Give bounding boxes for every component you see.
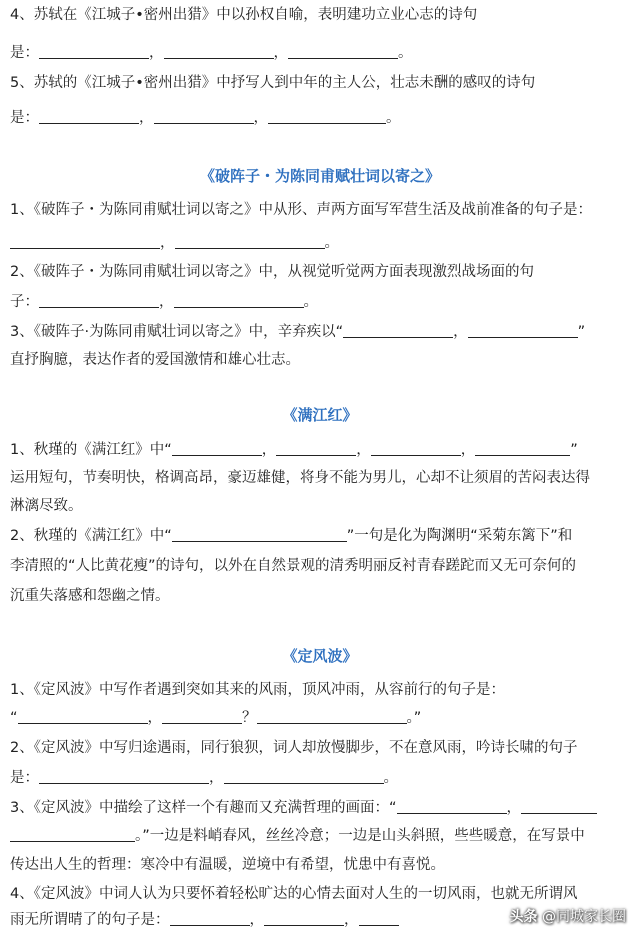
- answer-blank[interactable]: [172, 441, 262, 456]
- answer-line: 是： ， 。: [10, 770, 398, 786]
- answer-blank[interactable]: [521, 799, 597, 814]
- question-text: 1、《定风波》中写作者遇到突如其来的风雨，顶风冲雨，从容前行的句子是：: [10, 682, 505, 698]
- answer-blank[interactable]: [468, 323, 578, 338]
- answer-blank[interactable]: [276, 441, 356, 456]
- answer-blank[interactable]: [172, 527, 347, 542]
- section-title-manjianghong: 《满江红》: [282, 406, 358, 424]
- question-manjianghong-2: 2、秋瑾的《满江红》中“ ”一句是化为陶渊明“采菊东篱下”和: [10, 528, 573, 544]
- answer-blank[interactable]: [343, 323, 453, 338]
- question-text: 1、《破阵子・为陈同甫赋壮词以寄之》中从形、声两方面写军营生活及战前准备的句子是：: [10, 202, 592, 218]
- answer-blank[interactable]: [39, 109, 139, 124]
- question-text: 1、秋瑾的《满江红》中“: [10, 442, 172, 458]
- answer-blank[interactable]: [154, 109, 254, 124]
- section-title-pozhenzi: 《破阵子・为陈同甫赋壮词以寄之》: [199, 167, 440, 185]
- answer-blank[interactable]: [39, 293, 159, 308]
- answer-line: “ ， ？ 。”: [10, 710, 422, 726]
- question-jiangchengzi-5: [0, 73, 640, 93]
- answer-blank[interactable]: [359, 911, 399, 926]
- answer-blank[interactable]: [257, 709, 407, 724]
- watermark-prefix: 头条: [509, 909, 538, 925]
- answer-blank[interactable]: [288, 44, 398, 59]
- question-continuation: 直抒胸臆，表达作者的爱国激情和雄心壮志。: [10, 352, 300, 368]
- question-continuation: 沉重失落感和怨幽之情。: [10, 588, 170, 604]
- answer-blank[interactable]: [10, 827, 135, 842]
- answer-line: 雨无所谓晴了的句子是： ， ，: [0, 910, 640, 930]
- answer-blank[interactable]: [268, 109, 386, 124]
- answer-blank[interactable]: [175, 234, 325, 249]
- answer-blank[interactable]: [397, 799, 507, 814]
- watermark-handle: @同城家长圈: [542, 909, 626, 925]
- answer-blank[interactable]: [162, 709, 242, 724]
- answer-line: 子： ， 。: [10, 294, 318, 310]
- question-continuation: 淋漓尽致。: [10, 498, 83, 514]
- answer-blank[interactable]: [371, 441, 461, 456]
- question-text: 5、苏轼的《江城子•密州出猎》中抒写人到中年的主人公，壮志未酬的感叹的诗句: [10, 75, 536, 91]
- question-continuation: 。”一边是料峭春风，丝丝冷意；一边是山头斜照，些些暖意，在写景中: [0, 826, 640, 846]
- question-text: 4、苏轼在《江城子•密州出猎》中以孙权自喻，表明建功立业心志的诗句: [10, 7, 478, 23]
- question-text: 3、《定风波》中描绘了这样一个有趣而又充满哲理的画面：“: [10, 800, 397, 816]
- answer-blank[interactable]: [170, 911, 250, 926]
- question-dingfengbo-2: [0, 738, 640, 758]
- answer-blank[interactable]: [18, 709, 148, 724]
- answer-blank[interactable]: [475, 441, 570, 456]
- question-pozhenzi-3: 3、《破阵子·为陈同甫赋壮词以寄之》中，辛弃疾以“ ， ”: [10, 324, 586, 340]
- question-continuation: 李清照的“人比黄花瘦”的诗句，以外在自然景观的清秀明丽反衬青春蹉跎而又无可奈何的: [10, 558, 577, 574]
- answer-blank[interactable]: [39, 769, 209, 784]
- question-pozhenzi-2: [0, 262, 640, 282]
- answer-blank[interactable]: [174, 293, 304, 308]
- answer-blank[interactable]: [10, 234, 160, 249]
- section-title-dingfengbo: 《定风波》: [282, 647, 358, 665]
- question-continuation: 运用短句，节奏明快，格调高昂，豪迈雄健，将身不能为男儿，心却不让须眉的苦闷表达得: [10, 470, 590, 486]
- question-pozhenzi-1: [0, 200, 640, 220]
- answer-line: 是： ， ， 。: [10, 110, 401, 126]
- question-jiangchengzi-4: [0, 5, 640, 25]
- question-text: 2、《定风波》中写归途遇雨，同行狼狈，词人却放慢脚步，不在意风雨，吟诗长啸的句子: [10, 740, 578, 756]
- question-manjianghong-1: 1、秋瑾的《满江红》中“ ， ， ， ”: [10, 442, 578, 458]
- answer-line: ， 。: [0, 233, 640, 253]
- question-text: 2、《破阵子・为陈同甫赋壮词以寄之》中，从视觉听觉两方面表现激烈战场面的句: [10, 264, 534, 280]
- question-text: 2、秋瑾的《满江红》中“: [10, 528, 172, 544]
- answer-blank[interactable]: [39, 44, 149, 59]
- answer-blank[interactable]: [224, 769, 384, 784]
- question-dingfengbo-4: [0, 884, 640, 904]
- question-dingfengbo-3: 3、《定风波》中描绘了这样一个有趣而又充满哲理的画面：“ ，: [0, 798, 640, 818]
- question-continuation: 传达出人生的哲理：寒冷中有温暖，逆境中有希望，忧患中有喜悦。: [10, 857, 445, 873]
- answer-blank[interactable]: [264, 911, 344, 926]
- question-text: 3、《破阵子·为陈同甫赋壮词以寄之》中，辛弃疾以“: [10, 324, 344, 340]
- question-text: 4、《定风波》中词人认为只要怀着轻松旷达的心情去面对人生的一切风雨，也就无所谓风: [10, 886, 578, 902]
- answer-line: 是： ， ， 。: [10, 45, 413, 61]
- question-dingfengbo-1: [0, 680, 640, 700]
- watermark: [510, 906, 626, 926]
- answer-blank[interactable]: [164, 44, 274, 59]
